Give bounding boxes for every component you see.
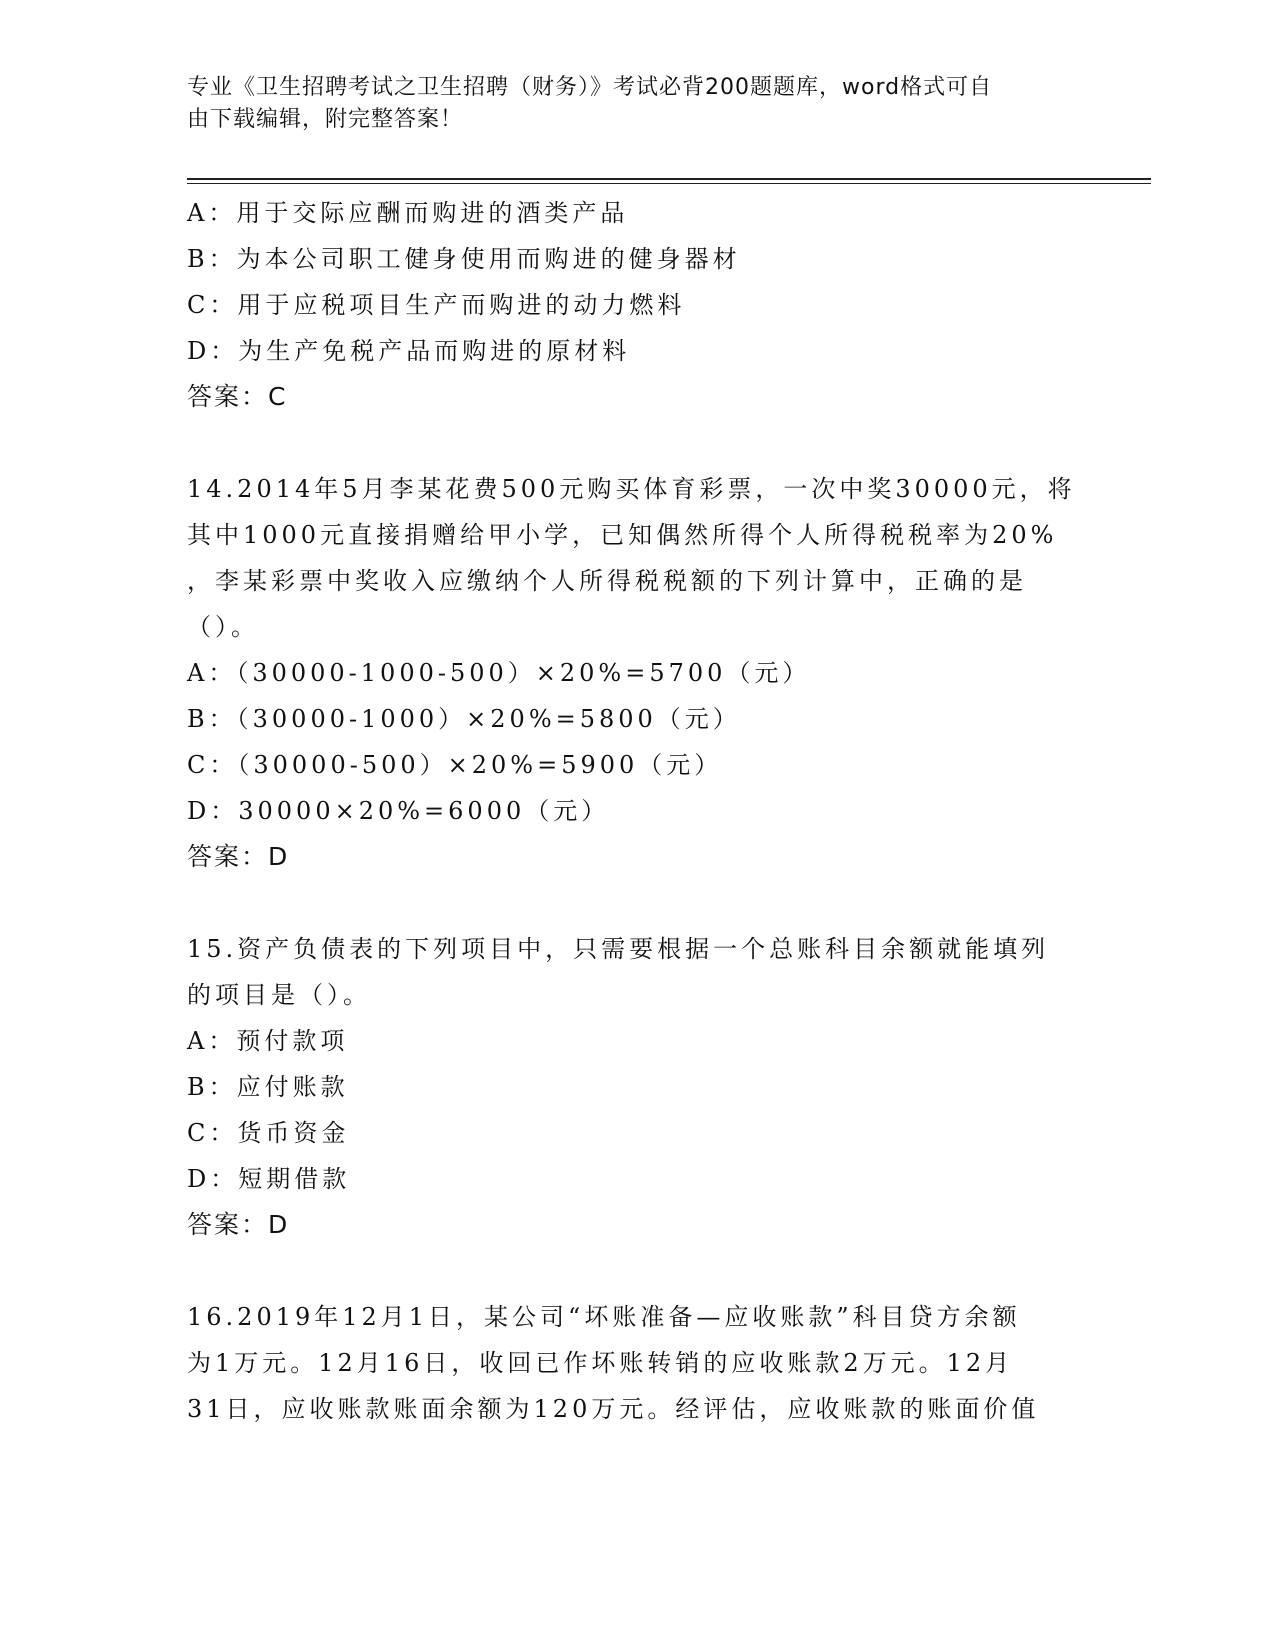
option-c: C：货币资金 [187,1119,350,1147]
question-stem-line: 31日，应收账款账面余额为120万元。经评估，应收账款的账面价值 [187,1395,1040,1423]
option-d: D：为生产免税产品而购进的原材料 [187,337,631,365]
header-line-2: 由下载编辑，附完整答案！ [187,107,464,132]
spacer [187,880,1087,926]
option-d: D：30000×20%=6000（元） [187,797,610,825]
option-c: C：（30000-500）×20%=5900（元） [187,751,723,779]
option-b: B：为本公司职工健身使用而购进的健身器材 [187,245,741,273]
question-16 [187,1294,1087,1432]
answer-line: 答案：D [187,1210,290,1239]
question-stem-line: 其中1000元直接捐赠给甲小学，已知偶然所得个人所得税税率为20% [187,521,1058,549]
answer-line: 答案：C [187,382,288,411]
question-stem-line: ，李某彩票中奖收入应缴纳个人所得税税额的下列计算中，正确的是 [187,567,1027,595]
answer-line: 答案：D [187,842,290,871]
question-14 [187,466,1087,880]
spacer [187,1248,1087,1294]
option-b: B：应付账款 [187,1073,349,1101]
question-13 [187,190,1087,420]
question-content [187,190,1087,1432]
option-d: D：短期借款 [187,1165,351,1193]
spacer [187,420,1087,466]
header-divider-thick [187,178,1151,180]
question-stem-line: 14.2014年5月李某花费500元购买体育彩票，一次中奖30000元，将 [187,475,1076,503]
question-stem-line: 的项目是（）。 [187,981,371,1009]
document-header [187,72,1087,136]
option-a: A：预付款项 [187,1027,349,1055]
option-c: C：用于应税项目生产而购进的动力燃料 [187,291,686,319]
option-b: B：（30000-1000）×20%=5800（元） [187,705,741,733]
question-stem-line: （）。 [187,613,259,641]
question-stem-line: 为1万元。12月16日，收回已作坏账转销的应收账款2万元。12月 [187,1349,1014,1377]
header-line-1: 专业《卫生招聘考试之卫生招聘（财务）》考试必背200题题库，word格式可自 [187,75,993,100]
question-stem-line: 15.资产负债表的下列项目中，只需要根据一个总账科目余额就能填列 [187,935,1050,963]
option-a: A：用于交际应酬而购进的酒类产品 [187,199,629,227]
question-stem-line: 16.2019年12月1日，某公司“坏账准备—应收账款”科目贷方余额 [187,1303,1021,1331]
question-15 [187,926,1087,1248]
header-divider-thin [187,183,1151,184]
option-a: A：（30000-1000-500）×20%=5700（元） [187,659,811,687]
